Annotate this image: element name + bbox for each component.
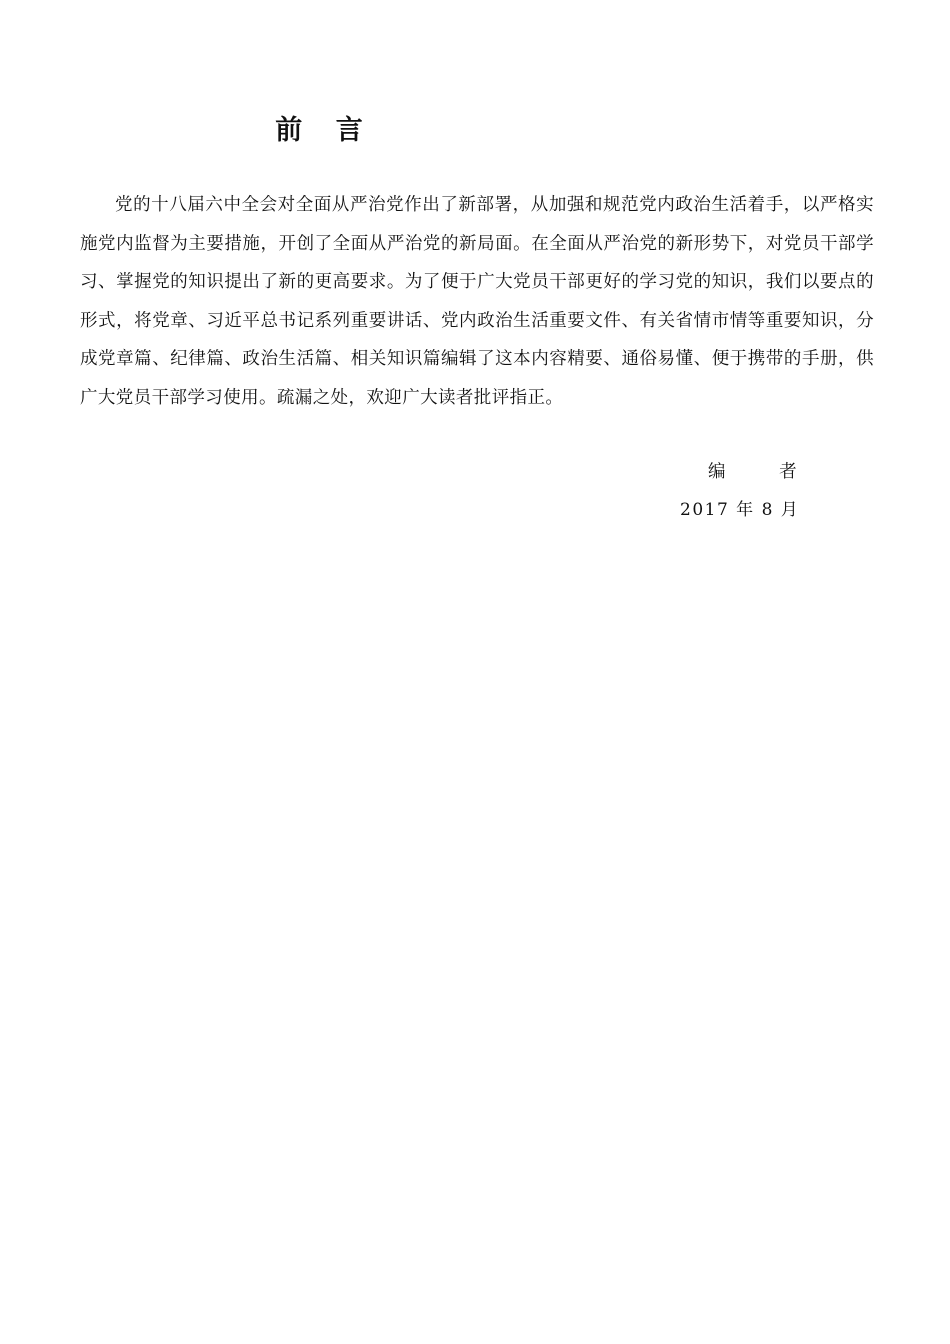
page-title: 前 言	[275, 115, 375, 146]
preface-paragraph: 党的十八届六中全会对全面从严治党作出了新部署，从加强和规范党内政治生活着手，以严格实施党内监督为主要措施，开创了全面从严治党的新局面。在全面从严治党的新形势下，对党员干部学习、掌握党的知识提出了新的更高要求。为了便于广大党员干部更好的学习党的知识，我们以要点的形式，将党章、习近平总书记系列重要讲话、党内政治生活重要文件、有关省情市情等重要知识，分成党章篇、纪律篇、政治生活篇、相关知识篇编辑了这本内容精要、通俗易懂、便于携带的手册，供广大党员干部学习使用。疏漏之处，欢迎广大读者批评指正。	[80, 195, 874, 408]
signature-author: 编 者	[708, 462, 821, 482]
signature-date: 2017 年 8 月	[680, 500, 800, 520]
